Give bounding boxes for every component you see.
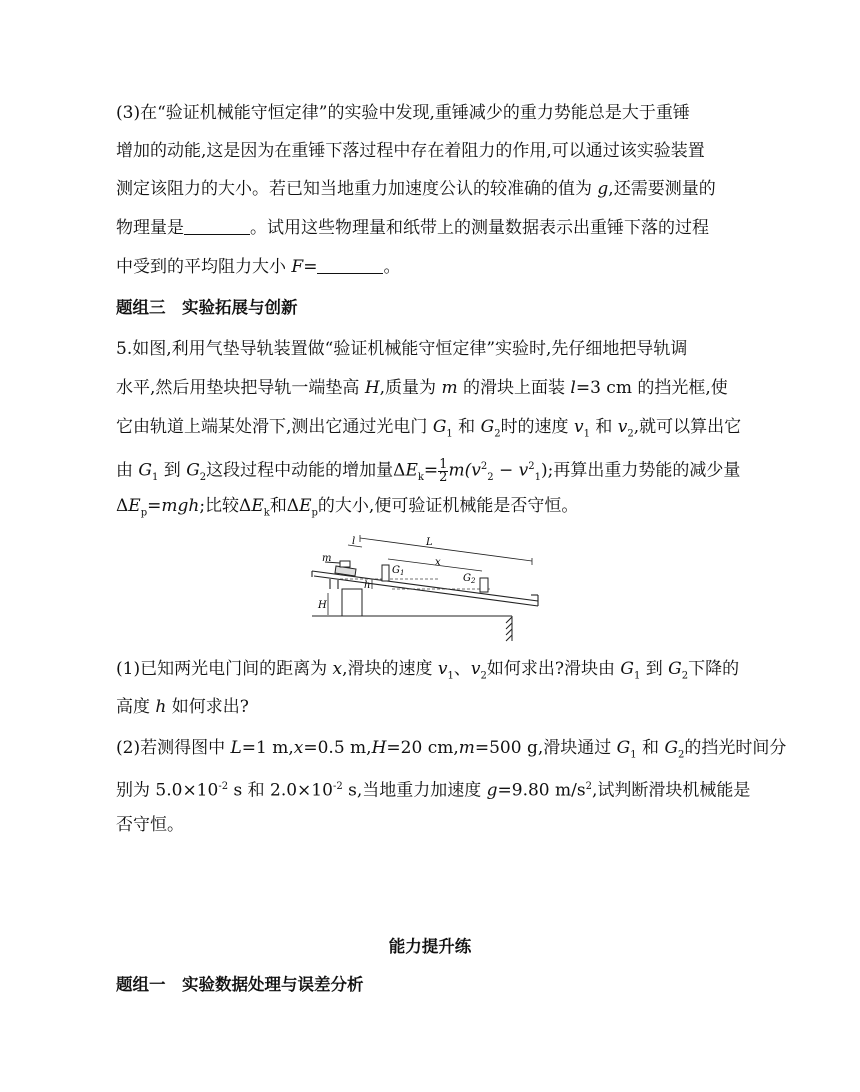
label-m: m: [322, 553, 332, 564]
support-block: [342, 589, 362, 616]
label-g2: $G_2$: [463, 573, 476, 585]
air-track-diagram: [300, 533, 550, 648]
ground: [312, 616, 512, 641]
q3-line-4: 物理量是 。试用这些物理量和纸带上的测量数据表示出重锤下落的过程: [116, 218, 709, 238]
answer-blank[interactable]: [184, 218, 250, 235]
label-l: l: [352, 536, 356, 547]
q5-1-line-2: 高度 h 如何求出?: [116, 697, 249, 717]
q5-2-line-2: 别为 $5.0\times 10^{-2}$ s 和 $2.0\times 10^{-2}$ s,当地重力加速度 g=9.80 $m/s^2$,试判断滑块机械能是: [116, 780, 751, 801]
q5-1-line-1: (1)已知两光电门间的距离为 x,滑块的速度 $v_1$、$v_2$如何求出?滑块由 $G_1$ 到 $G_2$下降的: [116, 659, 740, 682]
q5-line-3: 它由轨道上端某处滑下,测出它通过光电门 $G_1$ 和 $G_2$时的速度 $v_1$ 和 $v_2$,就可以算出它: [116, 417, 742, 440]
q5-2-line-3: 否守恒。: [116, 815, 184, 835]
section-title: 能力提升练: [388, 937, 472, 956]
q3-line-5: 中受到的平均阻力大小 F= 。: [116, 257, 401, 277]
label-H: H: [318, 600, 327, 611]
q5-2-line-1: (2)若测得图中 L=1 m,x=0.5 m,H=20 cm,m=500 g,滑块通过 $G_1$ 和 $G_2$的挡光时间分: [116, 738, 787, 761]
q5-line-1: 5.如图,利用气垫导轨装置做“验证机械能守恒定律”实验时,先仔细地把导轨调: [116, 339, 688, 359]
label-h: h: [364, 580, 371, 591]
q3-line-1: (3)在“验证机械能守恒定律”的实验中发现,重锤减少的重力势能总是大于重锤: [116, 103, 690, 123]
q5-line-4: 由 $G_1$ 到 $G_2$这段过程中动能的增加量$\Delta E_k=$ $\frac{1}{2}$ $m(v^2_2 - v^2_1)$;再算出重力势能的减少量: [116, 456, 741, 485]
label-x: x: [435, 557, 441, 568]
group1-heading: 题组一 实验数据处理与误差分析: [116, 975, 364, 994]
q5-line-5: $\Delta E_p=mgh$;比较$\Delta E_k$和$\Delta E_p$的大小,便可验证机械能是否守恒。: [116, 496, 579, 519]
photogate-g1: [382, 565, 389, 581]
q3-line-2: 增加的动能,这是因为在重锤下落过程中存在着阻力的作用,可以通过该实验装置: [116, 141, 705, 161]
group3-heading: 题组三 实验拓展与创新: [116, 298, 298, 317]
fraction-one-half: $\frac{1}{2}$: [439, 456, 448, 485]
q3-line-3: 测定该阻力的大小。若已知当地重力加速度公认的较准确的值为 g,还需要测量的: [116, 179, 716, 199]
answer-blank[interactable]: [317, 257, 383, 274]
q5-line-2: 水平,然后用垫块把导轨一端垫高 H,质量为 m 的滑块上面装 l=3 cm 的挡光框,使: [116, 378, 728, 398]
photogate-g2: [480, 578, 488, 592]
label-g1: $G_1$: [392, 565, 405, 577]
label-L: L: [426, 537, 433, 548]
